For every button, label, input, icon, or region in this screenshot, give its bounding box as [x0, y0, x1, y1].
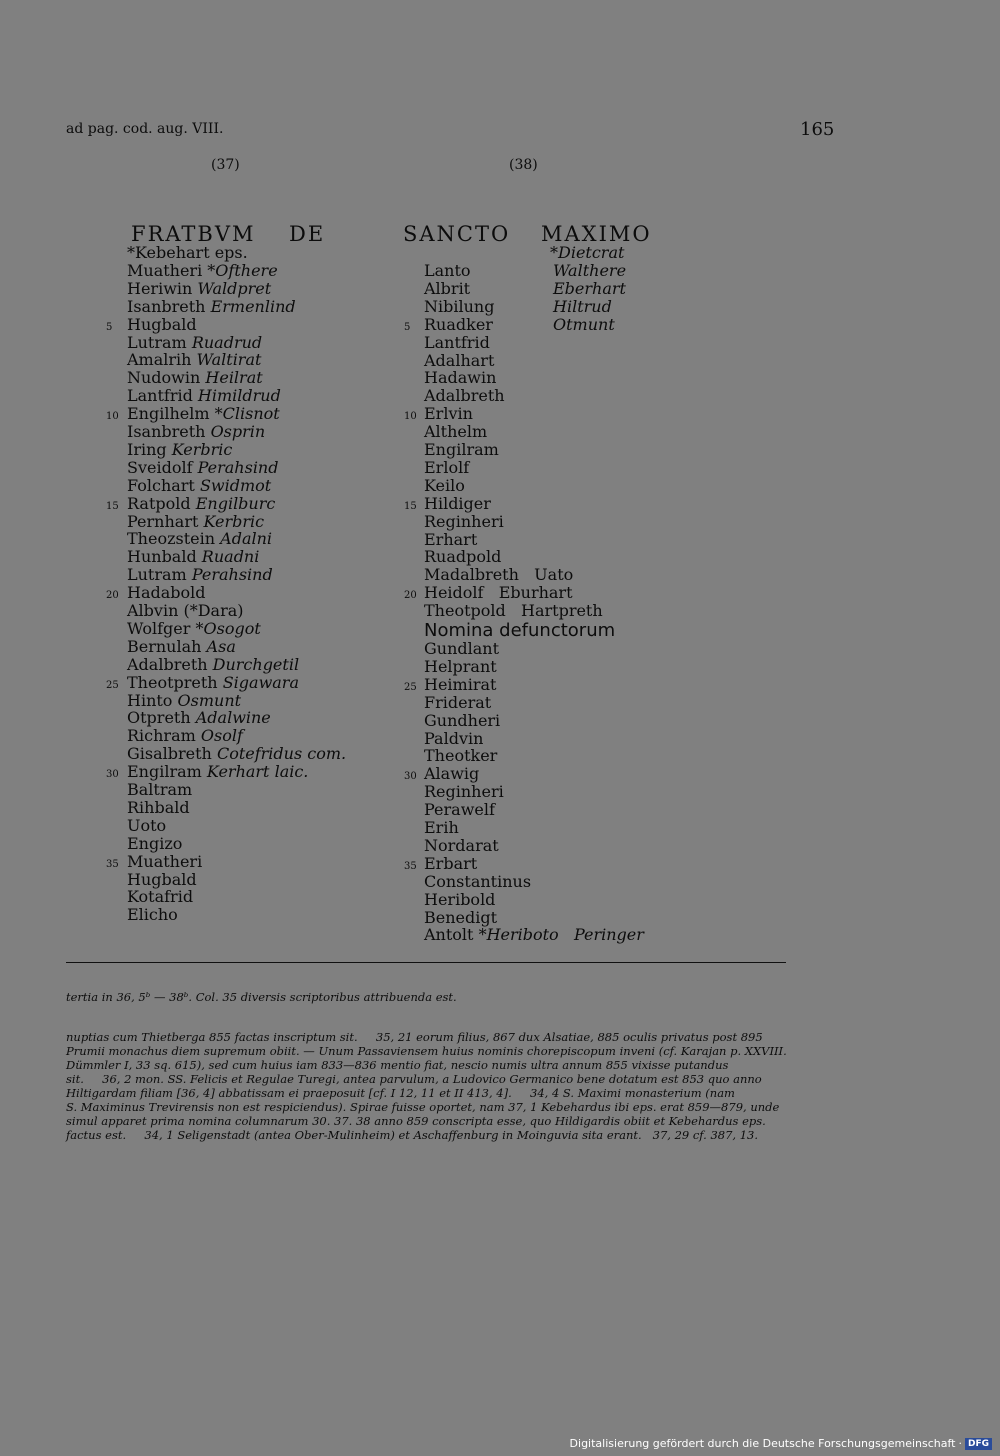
name-line: [127, 692, 241, 710]
name-line: [127, 871, 197, 889]
name-primary: Adalbreth: [424, 386, 505, 406]
name-secondary: *Ofthere: [207, 260, 278, 280]
name-line: [404, 674, 497, 694]
name-secondary: Waltirat: [196, 350, 262, 370]
name-line: [127, 369, 263, 387]
name-line: [127, 620, 261, 638]
name-line: [424, 352, 494, 370]
name-line: [106, 314, 197, 334]
name-secondary: Hiltrud: [553, 296, 612, 316]
name-primary: Albrit: [424, 278, 471, 298]
name-primary: Heriwin: [127, 278, 193, 298]
name-primary: Uoto: [127, 815, 167, 835]
name-primary: Adalhart: [424, 350, 495, 370]
line-number: 15: [404, 500, 417, 512]
name-line: [404, 493, 491, 513]
footnote-line: Prumii monachus diem supremum obiit. — Unum Passaviensem huius nominis chorepiscopum inveni (cf. Karajan p. XXVIII.: [66, 1044, 787, 1058]
name-line: [127, 566, 273, 584]
name-line: [127, 423, 265, 441]
digitization-credit: Digitalisierung gefördert durch die Deutsche Forschungsgemeinschaft · DFG: [570, 1437, 992, 1450]
name-secondary: Cotefridus com.: [216, 744, 347, 764]
name-line: [424, 477, 465, 495]
name-line: [424, 566, 573, 584]
name-line: [127, 745, 346, 763]
name-line: [424, 441, 499, 459]
name-primary: Friderat: [424, 692, 492, 712]
name-line: [404, 314, 493, 334]
name-line: [424, 819, 459, 837]
name-line: [127, 441, 232, 459]
name-secondary: Otmunt: [553, 314, 615, 334]
name-line: [106, 672, 299, 692]
name-secondary: Swidmot: [199, 475, 272, 495]
name-primary: Bernulah: [127, 636, 202, 656]
name-line: [424, 423, 487, 441]
name-secondary: *Heriboto Peringer: [478, 925, 644, 945]
name-primary: Helprant: [424, 656, 497, 676]
line-number: 20: [404, 590, 417, 602]
line-number: 25: [106, 679, 119, 691]
name-line: [127, 656, 299, 674]
name-secondary: Ermenlind: [210, 296, 296, 316]
footnote-line: nuptias cum Thietberga 855 factas inscriptum sit. 35, 21 eorum filius, 867 dux Alsatiae, 885 oculis privatus post 895: [66, 1030, 763, 1044]
name-primary: Lanto: [424, 261, 471, 280]
name-line: [404, 404, 473, 424]
name-primary: Gundlant: [424, 639, 500, 658]
name-primary: Richram: [127, 726, 196, 746]
name-primary: Hugbald: [127, 869, 197, 889]
name-line: [424, 712, 500, 730]
line-number: 15: [106, 500, 119, 512]
name-line: [424, 640, 499, 658]
name-primary: Theotpold Hartpreth: [424, 601, 603, 621]
name-secondary: Himildrud: [197, 386, 281, 406]
name-secondary: Kerbric: [203, 511, 265, 531]
title-word-4: MAXIMO: [541, 222, 652, 246]
name-secondary: Durchgetil: [212, 654, 300, 674]
name-line: [127, 244, 248, 262]
name-line: [127, 459, 278, 477]
name-secondary: Walthere: [553, 260, 627, 280]
name-primary: Gisalbreth: [127, 744, 212, 764]
name-primary: Hadawin: [424, 368, 497, 388]
name-line: [127, 727, 243, 745]
name-primary: Adalbreth: [127, 654, 208, 674]
name-line: [424, 694, 491, 712]
name-primary: Isanbreth: [127, 296, 206, 316]
name-primary: Lutram: [127, 332, 187, 352]
name-primary: Ruadpold: [424, 547, 502, 567]
name-line: [424, 369, 496, 387]
column-number-37: (37): [211, 157, 240, 173]
name-primary: Ruadker: [424, 314, 493, 334]
name-line: [106, 493, 276, 513]
line-number: 35: [404, 860, 417, 872]
name-secondary: Ruadni: [201, 547, 260, 567]
name-primary: Nordarat: [424, 835, 499, 855]
name-primary: Theotker: [424, 746, 498, 766]
name-line: [106, 404, 280, 424]
name-primary: Nudowin: [127, 368, 201, 388]
footnote-line: factus est. 34, 1 Seligenstadt (antea Ober-Mulinheim) et Aschaffenburg in Moinguvia sita erant. 37, 29 cf. 387, 13.: [66, 1128, 759, 1142]
name-line: [424, 602, 603, 620]
footnote-line: S. Maximinus Trevirensis non est respiciendus). Spirae fuisse oportet, nam 37, 1 Kebehardus ibi eps. erat 859—879, unde: [66, 1100, 780, 1114]
name-line: [424, 837, 499, 855]
name-primary: Erlolf: [424, 457, 470, 477]
name-line: [106, 851, 203, 871]
name-primary: Baltram: [127, 780, 193, 799]
name-secondary: Asa: [206, 636, 236, 656]
name-secondary: Engilburc: [195, 493, 276, 513]
name-line: [424, 926, 644, 944]
name-line: [404, 764, 480, 784]
name-primary: Reginheri: [424, 511, 504, 531]
name-primary: Isanbreth: [127, 422, 206, 441]
name-secondary: Osprin: [210, 422, 266, 441]
name-secondary: Osolf: [200, 726, 243, 746]
name-line: [127, 262, 278, 280]
footnote-rule: [66, 962, 786, 963]
name-primary: Wolfger: [127, 618, 191, 638]
name-line: [424, 873, 531, 891]
name-primary: Nibilung: [424, 296, 495, 316]
name-line: [106, 583, 206, 603]
name-line: [424, 334, 490, 352]
name-primary: Keilo: [424, 475, 465, 495]
footnote-apparatus: [66, 1030, 836, 1142]
name-primary: Albvin (*Dara): [127, 601, 244, 620]
name-line: [424, 548, 501, 566]
name-primary: Lantfrid: [424, 332, 490, 352]
name-line: [424, 909, 497, 927]
line-number: 20: [106, 590, 119, 602]
name-primary: Perawelf: [424, 800, 495, 820]
name-secondary: *Osogot: [195, 618, 261, 638]
name-primary: Erlvin: [424, 404, 473, 424]
name-primary: Rihbald: [127, 797, 190, 817]
name-secondary: Adalwine: [195, 708, 271, 728]
running-header: ad pag. cod. aug. VIII.: [66, 121, 224, 137]
name-line: [127, 334, 262, 352]
name-primary: Lutram: [127, 565, 187, 585]
name-primary: Lantfrid: [127, 386, 193, 406]
name-primary: Ratpold: [127, 493, 191, 513]
name-primary: Erih: [424, 818, 459, 837]
name-line: [424, 387, 505, 405]
name-primary: Hunbald: [127, 547, 197, 567]
name-primary: Kotafrid: [127, 887, 194, 907]
name-primary: Engilram: [424, 440, 499, 459]
name-secondary: Kerbric: [171, 439, 233, 459]
name-line: [424, 783, 504, 801]
line-number: 5: [106, 321, 113, 333]
name-secondary: Waldpret: [197, 278, 272, 298]
name-line: [127, 513, 264, 531]
line-number: 35: [106, 858, 119, 870]
name-primary: Muatheri: [127, 260, 203, 280]
name-line: [106, 762, 309, 782]
name-line: [127, 530, 272, 548]
name-line: [424, 298, 494, 316]
name-primary: Pernhart: [127, 511, 199, 531]
name-primary: Engilram: [127, 762, 202, 782]
name-secondary: Perahsind: [191, 565, 273, 585]
name-primary: Sveidolf: [127, 457, 193, 477]
name-line: [424, 262, 471, 280]
name-primary: Madalbreth Uato: [424, 565, 574, 585]
name-line: [424, 801, 495, 819]
name-line: [424, 513, 504, 531]
name-primary: Engilhelm: [127, 404, 210, 424]
name-line: [404, 583, 573, 603]
name-primary: Theotpreth: [127, 672, 218, 692]
name-line: [127, 298, 296, 316]
name-line: [127, 387, 281, 405]
name-primary: Heribold: [424, 889, 496, 909]
name-line: [127, 888, 193, 906]
name-primary: Iring: [127, 439, 167, 459]
name-primary: Erhart: [424, 529, 478, 549]
name-secondary: *Dietcrat: [550, 243, 625, 262]
footnote-line: Hiltigardam filiam [36, 4] abbatissam ei praeposuit [cf. I 12, 11 et II 413, 4]. 34, 4 S. Maximi monasterium (nam: [66, 1086, 735, 1100]
name-primary: Hugbald: [127, 314, 197, 334]
name-secondary: Adalni: [220, 529, 273, 549]
section-heading-defunct: Nomina defunctorum: [424, 620, 616, 641]
name-line: [424, 891, 495, 909]
dfg-logo: DFG: [965, 1438, 992, 1450]
name-primary: Benedigt: [424, 907, 498, 927]
name-primary: Althelm: [424, 422, 488, 442]
name-secondary: *Clisnot: [214, 404, 280, 424]
name-secondary: Sigawara: [222, 672, 299, 692]
page-number: 165: [800, 119, 835, 140]
name-primary: Muatheri: [127, 851, 203, 871]
name-line: [127, 602, 244, 620]
name-line: [424, 658, 497, 676]
title-word-3: SANCTO: [403, 222, 511, 246]
name-line: [127, 477, 271, 495]
name-secondary: Eberhart: [553, 278, 626, 298]
name-line: [424, 747, 497, 765]
name-line: [127, 781, 192, 799]
name-primary: Hildiger: [424, 493, 491, 513]
name-primary: Alawig: [424, 764, 480, 784]
name-primary: Heimirat: [424, 674, 497, 694]
name-line: [127, 817, 166, 835]
name-line: [127, 548, 259, 566]
name-primary: Antolt: [424, 925, 474, 945]
name-line: [127, 351, 261, 369]
name-secondary: Perahsind: [197, 457, 279, 477]
footnote-line: Dümmler I, 33 sq. 615), sed cum huius iam 833—836 mentio fiat, nescio numis ultra annum 855 vixisse putandus: [66, 1058, 729, 1072]
name-primary: Reginheri: [424, 782, 504, 802]
line-number: 10: [106, 411, 119, 423]
line-number: 25: [404, 681, 417, 693]
footnote-line: sit. 36, 2 mon. SS. Felicis et Regulae Turegi, antea parvulum, a Ludovico Germanico bene dotatum est 853 quo anno: [66, 1072, 762, 1086]
name-primary: Paldvin: [424, 728, 484, 748]
name-line: [424, 730, 483, 748]
name-line: [127, 799, 190, 817]
name-line: [127, 280, 271, 298]
column-number-38: (38): [509, 157, 538, 173]
name-line: [127, 709, 271, 727]
line-number: 30: [404, 771, 417, 783]
name-primary: Constantinus: [424, 871, 532, 891]
name-line: [424, 459, 469, 477]
name-line: [127, 906, 178, 924]
name-line: [424, 531, 477, 549]
name-secondary: Heilrat: [205, 368, 263, 388]
name-primary: Otpreth: [127, 708, 191, 728]
name-primary: Hadabold: [127, 583, 206, 603]
name-line: [127, 835, 182, 853]
footnote-first: tertia in 36, 5ᵇ — 38ᵇ. Col. 35 diversis scriptoribus attribuenda est.: [66, 990, 457, 1004]
name-primary: *Kebehart eps.: [127, 243, 248, 262]
line-number: 10: [404, 411, 417, 423]
name-primary: Theozstein: [127, 529, 216, 549]
name-primary: Gundheri: [424, 710, 501, 730]
name-primary: Engizo: [127, 833, 183, 853]
name-primary: Heidolf Eburhart: [424, 583, 573, 603]
line-number: 30: [106, 769, 119, 781]
name-line: [404, 853, 478, 873]
name-line: [127, 638, 236, 656]
name-primary: Erbart: [424, 853, 478, 873]
credit-text: Digitalisierung gefördert durch die Deutsche Forschungsgemeinschaft: [569, 1437, 956, 1450]
footnote-line: simul apparet prima nomina columnarum 30. 37. 38 anno 859 conscripta esse, quo Hildigardis obiit et Kebehardus eps.: [66, 1114, 766, 1128]
name-secondary: Osmunt: [177, 690, 242, 710]
name-secondary: Kerhart laic.: [206, 762, 309, 782]
name-primary: Folchart: [127, 475, 195, 495]
title-word-1: FRATBVM: [131, 222, 256, 246]
name-primary: Amalrih: [127, 350, 192, 370]
title-word-2: DE: [289, 222, 326, 246]
name-primary: Elicho: [127, 905, 178, 925]
name-line: [424, 280, 470, 298]
name-primary: Hinto: [127, 690, 173, 710]
name-secondary: Ruadrud: [191, 332, 263, 352]
line-number: 5: [404, 321, 411, 333]
